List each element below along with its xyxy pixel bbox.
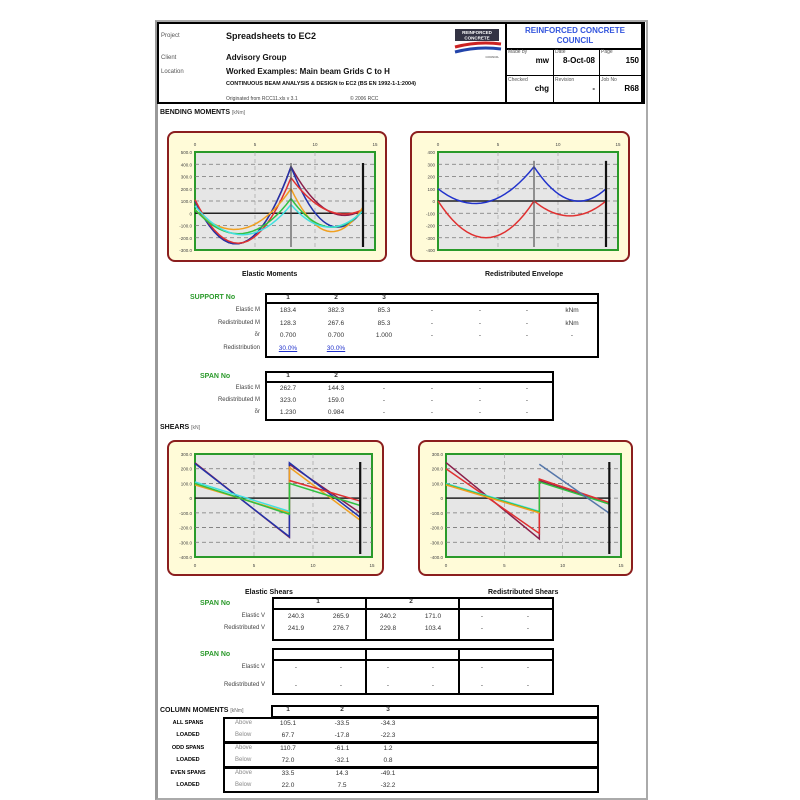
y-tick-label: -300.0: [179, 248, 192, 253]
job-label: Job No: [601, 77, 617, 83]
support-cell: -: [430, 332, 434, 339]
y-tick-label: -100.0: [179, 510, 192, 516]
client-label: Client: [161, 55, 177, 61]
shear_table1-col-divider: [458, 597, 460, 641]
x-tick-label: 0: [436, 142, 440, 147]
shear_table1-cell: -: [526, 625, 530, 632]
support-cell: 85.3: [377, 319, 391, 327]
support-cell-link[interactable]: 30.0%: [326, 344, 346, 352]
y-tick-label: -300.0: [430, 540, 443, 546]
y-tick-label: -400.0: [430, 555, 443, 560]
span-cell: 0.984: [327, 409, 345, 416]
revision-value: -: [592, 84, 595, 93]
subtitle: CONTINUOUS BEAM ANALYSIS & DESIGN to EC2 (BS EN 1992-1-1:2004): [226, 81, 416, 87]
support-cell: -: [525, 319, 529, 327]
shear_table2-cell: -: [526, 682, 530, 689]
redistributed-envelope-caption: Redistributed Envelope: [485, 271, 564, 278]
support-cell: 1.000: [375, 332, 393, 339]
client-value: Advisory Group: [226, 53, 287, 62]
shear_table1-cell: -: [480, 613, 484, 620]
shear_table1-cell: 103.4: [424, 625, 442, 632]
column-cell: -32.2: [380, 782, 396, 789]
y-tick-label: 300: [427, 162, 435, 168]
shear_table2-cell: -: [339, 682, 343, 689]
y-tick-label: -100: [425, 211, 435, 217]
column-header-3: 3: [386, 706, 390, 713]
span-row-label: Elastic M: [235, 385, 260, 391]
plot-area: [195, 152, 375, 250]
support-cell: kNm: [565, 307, 579, 314]
y-tick-label: -100.0: [179, 223, 192, 229]
y-tick-label: -200.0: [179, 525, 192, 531]
column-row-label: Below: [235, 782, 252, 788]
support-row-label: Redistribution: [223, 344, 260, 351]
elastic-shears-chart: [167, 440, 384, 576]
support-header-1: 1: [286, 294, 290, 301]
redistributed-shears-chart: [418, 440, 633, 576]
column-cell: -22.3: [380, 732, 396, 739]
column-group-name: EVEN SPANS: [170, 770, 206, 776]
support-cell: kNm: [565, 319, 579, 327]
shear_table2-label: SPAN No: [200, 651, 231, 658]
column-group-name: ODD SPANS: [171, 745, 205, 751]
support-no-label: SUPPORT No: [190, 294, 236, 301]
span-cell: -: [382, 409, 386, 416]
project-value: Spreadsheets to EC2: [226, 31, 317, 41]
column-cell: -17.8: [334, 732, 350, 739]
y-tick-label: -100.0: [430, 510, 443, 516]
shear_table1-cell: 240.3: [287, 613, 305, 620]
checked-value: chg: [534, 84, 549, 93]
column-cell: 0.8: [383, 757, 393, 764]
support-header-divider: [265, 302, 599, 304]
shear_table2-cell: -: [526, 664, 530, 671]
shear_table2-divider: [272, 659, 554, 661]
column-row-label: Above: [235, 770, 253, 776]
page-label: Page: [601, 49, 613, 55]
support-cell: -: [478, 319, 482, 327]
job-value: R68: [624, 84, 639, 93]
y-tick-label: 100.0: [180, 481, 192, 487]
x-tick-label: 5: [496, 142, 500, 147]
span-cell: -: [525, 397, 529, 404]
column-row-label: Below: [235, 732, 252, 738]
x-tick-label: 0: [193, 563, 197, 568]
support-cell: -: [525, 307, 529, 314]
support-cell: 0.700: [327, 332, 345, 339]
support-cell: -: [570, 332, 574, 339]
chart-svg: [169, 133, 385, 260]
y-tick-label: 100.0: [431, 481, 443, 487]
y-tick-label: -200.0: [179, 235, 192, 241]
y-tick-label: 300.0: [180, 452, 192, 457]
column-cell: 33.5: [281, 770, 295, 777]
span-cell: -: [525, 409, 529, 416]
column-cell: 7.5: [337, 782, 347, 789]
support-cell: 382.3: [327, 307, 345, 314]
location-value: Worked Examples: Main beam Grids C to H: [226, 67, 390, 76]
elastic-moments-caption: Elastic Moments: [242, 271, 298, 278]
bending-moments-heading: BENDING MOMENTS [kNm]: [160, 109, 246, 116]
y-tick-label: -300.0: [179, 540, 192, 546]
shear_table1-cell: 265.9: [332, 613, 350, 620]
column-group-name2: LOADED: [176, 782, 200, 788]
span-no-label: SPAN No: [200, 373, 231, 380]
rcc-title: REINFORCED CONCRETE COUNCIL: [507, 24, 643, 50]
elastic-moments-chart: [167, 131, 387, 262]
column-cell: 67.7: [281, 732, 295, 739]
y-tick-label: -200: [425, 223, 435, 229]
span-cell: -: [430, 385, 434, 392]
support-header-3: 3: [382, 294, 386, 301]
date-label: Date: [555, 49, 566, 55]
shear_table2-cell: -: [294, 664, 298, 671]
support-row-label: δr: [254, 332, 260, 338]
shear_table1-cell: 240.2: [379, 613, 397, 620]
x-tick-label: 0: [193, 142, 197, 147]
span-row-label: Redistributed M: [217, 397, 260, 403]
column-cell: 110.7: [280, 745, 296, 752]
span-cell: 262.7: [279, 385, 297, 392]
y-tick-label: 0: [440, 496, 443, 502]
column-cell: 105.1: [279, 720, 297, 727]
span-cell: -: [478, 397, 482, 404]
y-tick-label: 400.0: [180, 162, 192, 168]
span-cell: 323.0: [279, 397, 297, 404]
column-cell: -34.3: [380, 720, 396, 727]
checked-label: Checked: [508, 77, 528, 83]
chart-svg: [169, 442, 382, 574]
support-cell: -: [430, 307, 434, 314]
y-tick-label: 200: [427, 174, 435, 180]
span-cell: -: [478, 385, 482, 392]
rcc-logo: [453, 27, 503, 59]
page-value: 150: [625, 56, 639, 65]
support-row-label: Redistributed M: [217, 319, 260, 326]
shear_table1-label: SPAN No: [200, 600, 231, 607]
x-tick-label: 0: [444, 563, 448, 568]
shear_table1-header: 2: [409, 598, 413, 605]
x-tick-label: 15: [618, 563, 624, 568]
span-row-label: δr: [254, 409, 260, 415]
y-tick-label: 0: [189, 211, 192, 217]
support-row-label: Elastic M: [235, 307, 260, 313]
x-tick-label: 10: [310, 563, 316, 568]
shear_table2-cell: -: [431, 664, 435, 671]
svg-text:CONCRETE: CONCRETE: [464, 35, 490, 41]
column-row-label: Above: [235, 720, 253, 726]
y-tick-label: 0: [189, 496, 192, 502]
span-header-divider: [265, 381, 554, 383]
shear_table1-cell: 229.8: [379, 625, 397, 632]
x-tick-label: 15: [372, 142, 378, 147]
shear_table2-col-divider: [365, 648, 367, 695]
x-tick-label: 15: [369, 563, 375, 568]
column-group-name2: LOADED: [176, 757, 200, 763]
span-header-2: 2: [334, 372, 338, 379]
column-cell: -49.1: [380, 770, 396, 777]
rcc-info-box: [505, 22, 645, 104]
column-row-label: Above: [235, 745, 253, 751]
revision-label: Revision: [555, 77, 575, 83]
span-cell: -: [430, 409, 434, 416]
y-tick-label: 400: [427, 150, 435, 155]
column-cell: 22.0: [281, 782, 295, 789]
shear_table2-cell: -: [386, 682, 390, 689]
y-tick-label: -400.0: [179, 555, 192, 560]
x-tick-label: 10: [555, 142, 561, 147]
shear_table1-cell: -: [480, 625, 484, 632]
span-cell: 159.0: [327, 397, 345, 404]
shear_table2-cell: -: [294, 682, 298, 689]
made-by-label: Made by: [508, 49, 528, 55]
shear_table2-cell: -: [480, 664, 484, 671]
shear_table2-row-label: Elastic V: [241, 664, 265, 670]
column-cell: -32.1: [334, 757, 350, 764]
chart-svg: [420, 442, 631, 574]
column-cell: -33.5: [334, 720, 350, 727]
svg-text:COUNCIL: COUNCIL: [485, 55, 499, 59]
shear_table2-cell: -: [339, 664, 343, 671]
span-cell: -: [525, 385, 529, 392]
redistributed-shears-caption: Redistributed Shears: [488, 589, 559, 596]
x-tick-label: 15: [615, 142, 621, 147]
shear_table2-cell: -: [386, 664, 390, 671]
shear_table1-col-divider: [365, 597, 367, 641]
project-label: Project: [161, 33, 180, 39]
span-cell: -: [478, 409, 482, 416]
column-cell: -61.1: [334, 745, 350, 752]
shear_table1-divider: [272, 608, 554, 610]
column-row-label: Below: [235, 757, 252, 763]
y-tick-label: 300.0: [431, 452, 443, 457]
y-tick-label: 200.0: [431, 466, 443, 472]
column-group-name: ALL SPANS: [172, 720, 204, 726]
support-cell: -: [478, 307, 482, 314]
y-tick-label: -200.0: [430, 525, 443, 531]
span-cell: 144.3: [327, 385, 345, 392]
support-cell: 85.3: [377, 307, 391, 314]
shear_table2-cell: -: [431, 682, 435, 689]
support-cell: 128.3: [279, 319, 297, 327]
support-cell: -: [525, 332, 529, 339]
y-tick-label: -300: [425, 235, 435, 241]
x-tick-label: 5: [503, 563, 506, 568]
svg-text:REINFORCED: REINFORCED: [462, 30, 492, 35]
plot-area: [446, 454, 621, 557]
y-tick-label: 200.0: [180, 466, 192, 472]
shear_table2-col-divider: [458, 648, 460, 695]
redistributed-envelope-chart: [410, 131, 630, 262]
shears-heading: SHEARS [kN]: [160, 424, 201, 431]
support-cell: 0.700: [279, 332, 297, 339]
column-moments-heading: COLUMN MOMENTS [kNm]: [160, 707, 244, 714]
y-tick-label: 500.0: [180, 150, 192, 155]
shear_table1-cell: 171.0: [424, 613, 442, 620]
shear_table1-cell: 241.9: [287, 625, 305, 632]
span-cell: -: [382, 385, 386, 392]
support-cell: -: [430, 319, 434, 327]
date-value: 8-Oct-08: [562, 56, 595, 65]
shear_table1-header: 1: [316, 598, 320, 605]
column-cell: 1.2: [383, 745, 393, 752]
span-cell: 1.230: [279, 409, 297, 416]
column-cell: 14.3: [335, 770, 349, 777]
x-tick-label: 5: [253, 142, 257, 147]
chart-svg: [412, 133, 628, 260]
shear_table1-row-label: Redistributed V: [223, 625, 265, 631]
span-header-1: 1: [286, 372, 290, 379]
y-tick-label: 100: [427, 186, 435, 192]
shear_table1-cell: 276.7: [332, 625, 350, 632]
x-tick-label: 5: [252, 563, 256, 568]
copyright: © 2006 RCC: [350, 96, 379, 102]
shear_table1-cell: -: [526, 613, 530, 620]
x-tick-label: 10: [560, 563, 566, 568]
support-cell: 183.4: [279, 307, 297, 314]
y-tick-label: -400: [425, 248, 435, 253]
x-tick-label: 10: [312, 142, 318, 147]
y-tick-label: 200.0: [180, 186, 192, 192]
y-tick-label: 300.0: [180, 174, 192, 180]
span-cell: -: [430, 397, 434, 404]
column-header-1: 1: [286, 706, 290, 713]
support-cell: -: [478, 332, 482, 339]
column-cell: 72.0: [281, 757, 295, 764]
column-group-name2: LOADED: [176, 732, 200, 738]
support-cell: 267.6: [327, 319, 345, 327]
elastic-shears-caption: Elastic Shears: [245, 589, 293, 596]
y-tick-label: 100.0: [180, 199, 192, 204]
shear_table2-cell: -: [480, 682, 484, 689]
made-by-value: mw: [535, 56, 549, 65]
y-tick-label: 0: [432, 199, 435, 204]
origin-note: Originated from RCC11.xls v 3.1: [226, 96, 298, 102]
shear_table2-row-label: Redistributed V: [223, 682, 265, 688]
span-cell: -: [382, 397, 386, 404]
support-cell-link[interactable]: 30.0%: [278, 344, 298, 352]
support-header-2: 2: [334, 294, 338, 301]
shear_table1-row-label: Elastic V: [241, 613, 265, 619]
location-label: Location: [161, 69, 184, 75]
column-header-2: 2: [340, 706, 344, 713]
